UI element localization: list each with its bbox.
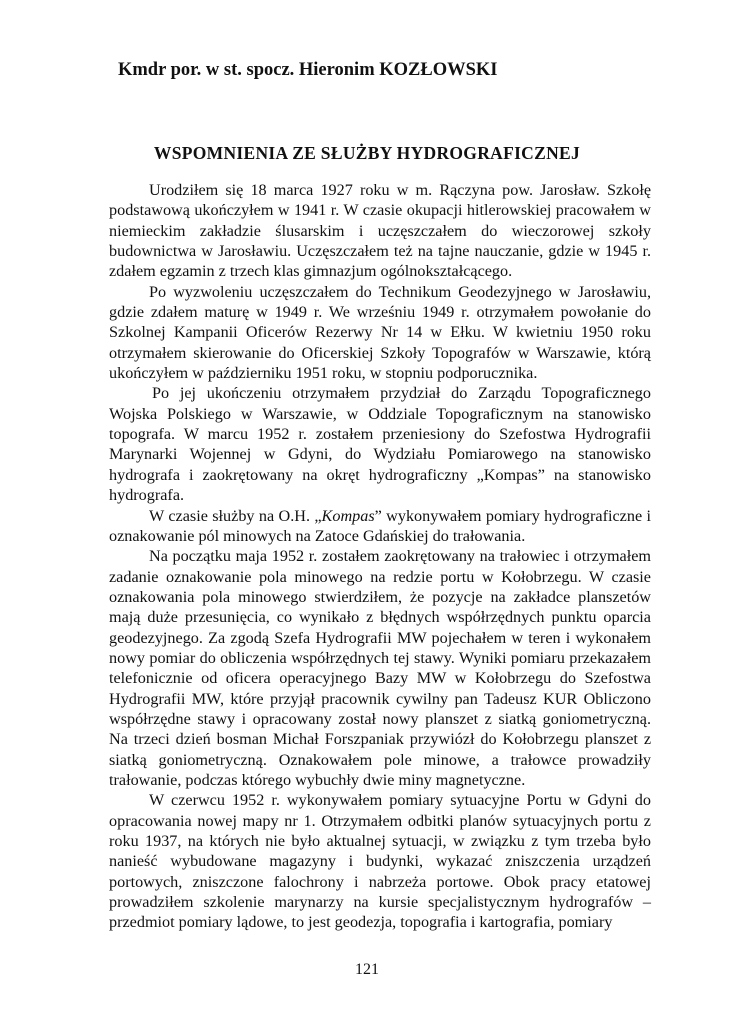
kompas-ship-name: Kompas <box>321 506 375 525</box>
kompas-text-before: W czasie służby na O.H. „ <box>149 506 322 525</box>
kompas-text-after: ” wykonywałem pomiary hydrograficzne i oznakowanie pól minowych na Zatoce Gdańskiej do trałowania. <box>109 506 651 545</box>
paragraph-kolobrzeg-minefield: Na początku maja 1952 r. zostałem zaokrętowany na trałowiec i otrzymałem zadanie oznakowanie pola minowego na redzie portu w Kołobrzegu. W czasie oznakowania pola minowego stwierdziłem, że pozycje na zakładce planszetów mają duże przesunięcia, co wynikało z błędnych współrzędnych punktu oparcia geodezyjnego. Za zgodą Szefa Hydrografii MW pojechałem w teren i wykonałem nowy pomiar do obliczenia współrzędnych tej stawy. Wyniki pomiaru przekazałem telefonicznie od oficera operacyjnego Bazy MW w Kołobrzegu do Szefostwa Hydrografii MW, które przyjął pracownik cywilny pan Tadeusz KUR Obliczono współrzędne stawy i opracowany został nowy planszet z siatką goniometryczną. Na trzeci dzień bosman Michał Forszpaniak przywiózł do Kołobrzegu planszet z siatką goniometryczną. Oznakowałem pole minowe, a trałowce prowadziły trałowanie, podczas którego wybuchły dwie miny magnetyczne. <box>109 547 651 789</box>
paragraph-post-war-schooling: Po wyzwoleniu uczęszczałem do Technikum Geodezyjnego w Jarosławiu, gdzie zdałem maturę w 1949 r. We wrześniu 1949 r. otrzymałem powołanie do Szkolnej Kampanii Oficerów Rezerwy Nr 14 w Ełku. W kwietniu 1950 roku otrzymałem skierowanie do Oficerskiej Szkoły Topografów w Warszawie, którą ukończyłem w październiku 1951 roku, w stopniu podporucznika. <box>109 282 651 383</box>
document-title: WSPOMNIENIA ZE SŁUŻBY HYDROGRAFICZNEJ <box>153 143 581 163</box>
page-number: 121 <box>355 961 379 978</box>
paragraph-birth-education: Urodziłem się 18 marca 1927 roku w m. Rączyna pow. Jarosław. Szkołę podstawową ukończyłem w 1941 r. W czasie okupacji hitlerowskiej pracowałem w niemieckim zakładzie ślusarskim i uczęszczałem do wieczorowej szkoły budownictwa w Jarosławiu. Uczęszczałem też na tajne nauczanie, gdzie w 1945 r. zdałem egzamin z trzech klas gimnazjum ogólnokształcącego. <box>109 181 651 281</box>
body-text <box>109 180 651 933</box>
paragraph-kompas-service <box>109 506 651 547</box>
paragraph-gdynia-survey: W czerwcu 1952 r. wykonywałem pomiary sytuacyjne Portu w Gdyni do opracowania nowej mapy nr 1. Otrzymałem odbitki planów sytuacyjnych portu z roku 1937, na których nie było aktualnej sytuacji, w związku z tym trzeba było nanieść wybudowane magazyny i budynki, wykazać zniszczenia urządzeń portowych, zniszczone falochrony i nabrzeża portowe. Obok pracy etatowej prowadziłem szkolenie marynarzy na kursie specjalistycznym hydrografów – przedmiot pomiary lądowe, to jest geodezja, topografia i kartografia, pomiary <box>109 791 651 932</box>
author-line: Kmdr por. w st. spocz. Hieronim KOZŁOWSKI <box>118 60 498 80</box>
paragraph-assignment: Po jej ukończeniu otrzymałem przydział do Zarządu Topograficznego Wojska Polskiego w Warszawie, w Oddziale Topograficznym na stanowisko topografa. W marcu 1952 r. zostałem przeniesiony do Szefostwa Hydrografii Marynarki Wojennej w Gdyni, do Wydziału Pomiarowego na stanowisko hydrografa i zaokrętowany na okręt hydrograficzny „Kompas” na stanowisko hydrografa. <box>109 384 651 505</box>
